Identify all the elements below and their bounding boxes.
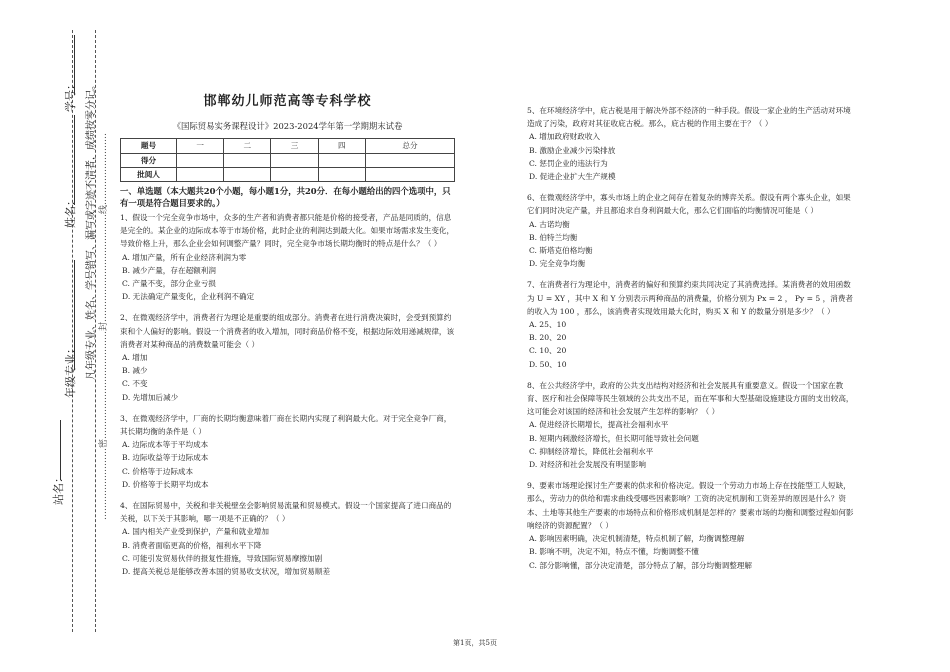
name-blank[interactable] xyxy=(74,115,75,205)
grade-major-label: 年级专业： xyxy=(64,343,77,398)
answer-option[interactable]: C. 部分影响懂，部分决定清楚，部分特点了解，部分均衡调整理解 xyxy=(529,560,752,570)
score-header-cell: 题号 xyxy=(121,139,177,153)
station-label: 站名： xyxy=(52,472,65,505)
answer-option[interactable]: B. 减少 xyxy=(122,366,148,376)
answer-option[interactable]: C. 10、20 xyxy=(529,346,567,356)
question-item xyxy=(527,479,857,571)
question-item xyxy=(527,379,857,471)
question-stem: 3、在微观经济学中，厂商的长期均衡意味着厂商在长期内实现了利润最大化。对于完全竞争厂商，其长期均衡的条件是（ ） xyxy=(120,413,452,437)
score-table xyxy=(120,138,455,182)
score-table-row xyxy=(121,153,455,167)
answer-option[interactable]: C. 不变 xyxy=(122,379,148,389)
left-column xyxy=(120,95,455,586)
score-header-cell: 二 xyxy=(224,139,271,153)
answer-option[interactable]: B. 边际收益等于边际成本 xyxy=(122,453,209,463)
answer-option[interactable]: A. 增加 xyxy=(122,353,148,363)
answer-option[interactable]: A. 国内相关产业受到保护，产量和就业增加 xyxy=(122,527,269,537)
answer-option[interactable]: D. 先增加后减少 xyxy=(122,392,179,402)
answer-option[interactable]: C. 斯塔克伯格均衡 xyxy=(529,246,593,256)
answer-option[interactable]: A. 增加产量，所有企业经济利润为零 xyxy=(122,252,247,262)
answer-option[interactable]: B. 20、20 xyxy=(529,333,567,343)
answer-option[interactable]: B. 减少产量，存在超额利润 xyxy=(122,265,216,275)
question-item xyxy=(527,278,857,370)
grader-cell[interactable] xyxy=(365,167,454,181)
answer-option[interactable]: C. 产量不变，部分企业亏损 xyxy=(122,279,216,289)
grader-cell[interactable] xyxy=(177,167,224,181)
answer-option[interactable]: C. 抑制经济增长，降低社会福利水平 xyxy=(529,446,654,456)
answer-option[interactable]: A. 25、10 xyxy=(529,320,567,330)
right-column xyxy=(527,104,857,580)
answer-option[interactable]: B. 短期内刺激经济增长，但长期可能导致社会问题 xyxy=(529,433,699,443)
answer-option[interactable]: A. 古诺均衡 xyxy=(529,219,570,229)
exam-title: 《国际贸易实务课程设计》2023-2024学年第一学期期末试卷 xyxy=(172,121,403,132)
score-table-header-row xyxy=(121,139,455,153)
question-item xyxy=(120,211,455,303)
question-stem: 9、要素市场理论探讨生产要素的供求和价格决定。假设一个劳动力市场上存在技能型工人短缺，那么，劳动力的供给和需求曲线受哪些因素影响？工资的决定机制和工资差异的原因是什么？资本、土地等其他生产要素的市场特点和价格形成机制是怎样的？要素市场的均衡和调整过程如何影响经济的资源配置？（ ） xyxy=(527,481,854,530)
answer-option[interactable]: D. 无法确定产量变化，企业利润不确定 xyxy=(122,292,255,302)
score-row-label: 得分 xyxy=(121,153,177,167)
answer-option[interactable]: D. 50、10 xyxy=(529,359,567,369)
student-id-label: 学号： xyxy=(64,79,77,112)
question-item xyxy=(120,499,455,578)
score-cell[interactable] xyxy=(318,153,365,167)
binding-dashed-line-inner xyxy=(72,30,73,632)
score-header-cell: 一 xyxy=(177,139,224,153)
grader-row-label: 批阅人 xyxy=(121,167,177,181)
question-item xyxy=(527,104,857,183)
answer-option[interactable]: B. 影响不明，决定不知，特点不懂，均衡调整不懂 xyxy=(529,547,699,557)
answer-option[interactable]: A. 增加政府财政收入 xyxy=(529,132,601,142)
score-cell[interactable] xyxy=(271,153,318,167)
score-cell[interactable] xyxy=(365,153,454,167)
name-label: 姓名： xyxy=(64,195,77,228)
page-footer: 第1页，共5页 xyxy=(453,639,497,647)
answer-option[interactable]: D. 提高关税总是能够改善本国的贸易收支状况，增加贸易顺差 xyxy=(122,567,331,577)
question-stem: 1、假设一个完全竞争市场中，众多的生产者和消费者都只能是价格的接受者，产品是同质的，信息是完全的。某企业的边际成本等于市场价格，此时企业的利润达到最大化。如果市场需求发生变化，导致价格上升，那么企业会如何调整产量？同时，完全竞争市场长期均衡时的特点是什么？（ ） xyxy=(120,213,455,249)
grader-cell[interactable] xyxy=(271,167,318,181)
answer-option[interactable]: D. 完全竞争均衡 xyxy=(529,259,586,269)
question-item xyxy=(120,412,455,491)
section-heading: 一、单选题（本大题共20个小题，每小题1分，共20分．在每小题给出的四个选项中，只有一项是符合题目要求的。） xyxy=(120,186,451,209)
answer-option[interactable]: B. 伯特兰均衡 xyxy=(529,232,578,242)
grader-cell[interactable] xyxy=(318,167,365,181)
answer-option[interactable]: B. 激励企业减少污染排放 xyxy=(529,145,616,155)
grade-major-blank[interactable] xyxy=(74,260,75,370)
score-cell[interactable] xyxy=(224,153,271,167)
answer-option[interactable]: C. 价格等于边际成本 xyxy=(122,466,194,476)
answer-option[interactable]: D. 价格等于长期平均成本 xyxy=(122,479,209,489)
question-item xyxy=(120,311,455,403)
question-stem: 4、在国际贸易中，关税和非关税壁垒会影响贸易流量和贸易模式。假设一个国家提高了进口商品的关税，以下关于其影响，哪一项是不正确的？（ ） xyxy=(120,501,452,524)
answer-option[interactable]: A. 促进经济长期增长，提高社会福利水平 xyxy=(529,420,669,430)
answer-option[interactable]: B. 消费者面临更高的价格，福利水平下降 xyxy=(122,540,262,550)
binding-notice: 凡年级专业、姓名、学号错写、漏写或字迹不清者，成绩按零分记。 xyxy=(86,80,97,380)
answer-option[interactable]: C. 可能引发贸易伙伴的报复性措施，导致国际贸易摩擦加剧 xyxy=(122,553,323,563)
grader-cell[interactable] xyxy=(224,167,271,181)
score-header-cell: 四 xyxy=(318,139,365,153)
score-cell[interactable] xyxy=(177,153,224,167)
station-blank[interactable] xyxy=(60,420,61,480)
score-header-cell: 总分 xyxy=(365,139,454,153)
binding-strip xyxy=(0,0,110,672)
answer-option[interactable]: C. 惩罚企业的违法行为 xyxy=(529,158,608,168)
school-title: 邯郸幼儿师范高等专科学校 xyxy=(203,94,372,109)
seal-line-mark: ……………………密………………………………封………………………………线…………………… xyxy=(99,132,109,520)
question-stem: 6、在微观经济学中，寡头市场上的企业之间存在着复杂的博弈关系。假设有两个寡头企业，如果它们同时决定产量，并且都追求自身利润最大化，那么它们面临的均衡情况可能是（ ） xyxy=(527,193,851,216)
question-stem: 8、在公共经济学中，政府的公共支出结构对经济和社会发展具有重要意义。假设一个国家在教育、医疗和社会保障等民生领域的公共支出不足，而在军事和大型基础设施建设方面的支出较高，这可能会对该国的经济和社会发展产生怎样的影响？（ ） xyxy=(527,380,854,417)
answer-option[interactable]: D. 促进企业扩大生产规模 xyxy=(529,172,616,182)
question-stem: 2、在微观经济学中，消费者行为理论是重要的组成部分。消费者在进行消费决策时，会受到预算约束和个人偏好的影响。假设一个消费者的收入增加，同时商品价格不变，根据边际效用递减规律，该消费者对某种商品的消费数量可能会（ ） xyxy=(120,313,455,349)
answer-option[interactable]: D. 对经济和社会发展没有明显影响 xyxy=(529,460,646,470)
question-stem: 5、在环境经济学中，庇古税是用于解决外部不经济的一种手段。假设一家企业的生产活动对环境造成了污染，政府对其征收庇古税。那么，庇古税的作用主要在于？（ ） xyxy=(527,106,851,129)
question-item xyxy=(527,191,857,270)
answer-option[interactable]: A. 边际成本等于平均成本 xyxy=(122,440,209,450)
question-stem: 7、在消费者行为理论中，消费者的偏好和预算约束共同决定了其消费选择。某消费者的效用函数为 U = XY ，其中 X 和 Y 分别表示两种商品的消费量，价格分别为 Px = 2 ， Py = 5 ，消费者的收入为 100 ，那么，该消费者实现效用最大化时，购买 X 和 Y 的数量分别是多少？（ ） xyxy=(527,280,854,316)
student-id-blank[interactable] xyxy=(74,35,75,95)
grader-table-row xyxy=(121,167,455,181)
answer-option[interactable]: A. 影响因素明确，决定机制清楚，特点机制了解，均衡调整理解 xyxy=(529,534,745,544)
score-header-cell: 三 xyxy=(271,139,318,153)
